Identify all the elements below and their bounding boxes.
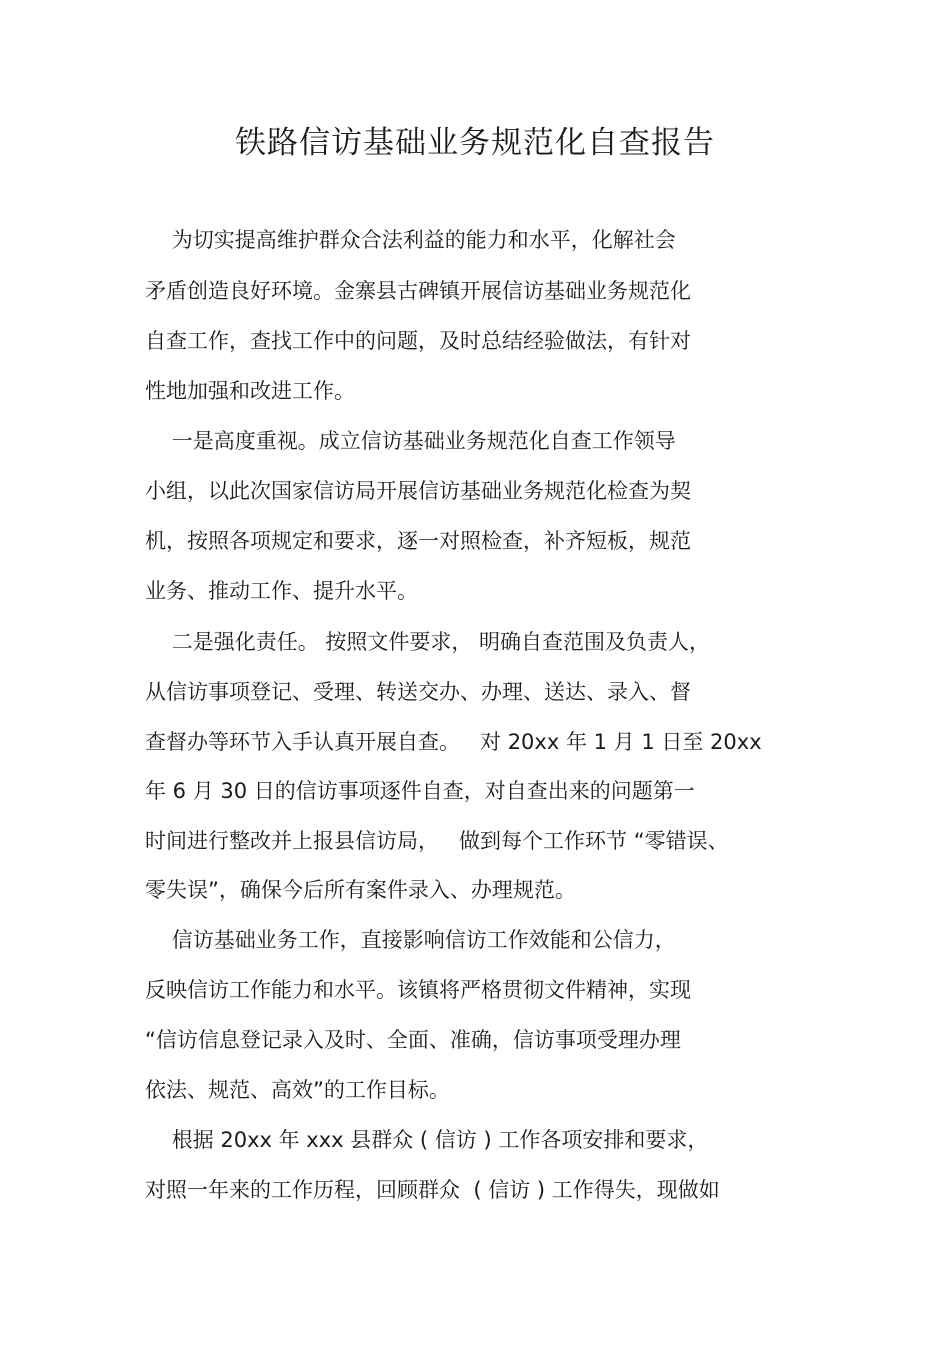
body-line: 小组，以此次国家信访局开展信访基础业务规范化检查为契 [145, 479, 691, 503]
body-line: 查督办等环节入手认真开展自查。 对 20xx 年 1 月 1 日至 20xx [145, 730, 762, 754]
body-line: 一是高度重视。成立信访基础业务规范化自查工作领导 [145, 429, 676, 453]
body-line: 对照一年来的工作历程，回顾群众 ( 信访 ) 工作得失，现做如 [145, 1178, 720, 1202]
body-line: 二是强化责任。 按照文件要求， 明确自查范围及负责人， [145, 630, 711, 654]
body-line: 矛盾创造良好环境。金寨县古碑镇开展信访基础业务规范化 [145, 279, 691, 303]
body-line: 为切实提高维护群众合法利益的能力和水平，化解社会 [145, 228, 676, 252]
body-line: 性地加强和改进工作。 [145, 379, 355, 403]
body-line: 时间进行整改并上报县信访局， 做到每个工作环节 “零错误、 [145, 829, 729, 853]
body-line: 年 6 月 30 日的信访事项逐件自查，对自查出来的问题第一 [145, 779, 695, 803]
body-line: 信访基础业务工作，直接影响信访工作效能和公信力， [145, 928, 676, 952]
body-line: 业务、推动工作、提升水平。 [145, 579, 418, 603]
body-line: 零失误”，确保今后所有案件录入、办理规范。 [145, 878, 576, 902]
body-line: 从信访事项登记、受理、转送交办、办理、送达、录入、督 [145, 680, 691, 704]
body-line: 依法、规范、高效”的工作目标。 [145, 1078, 450, 1102]
body-line: 反映信访工作能力和水平。该镇将严格贯彻文件精神，实现 [145, 978, 691, 1002]
document-title: 铁路信访基础业务规范化自查报告 [235, 125, 715, 161]
body-line: “信访信息登记录入及时、全面、准确，信访事项受理办理 [145, 1028, 681, 1052]
body-line: 机，按照各项规定和要求，逐一对照检查，补齐短板，规范 [145, 529, 691, 553]
body-line: 自查工作，查找工作中的问题，及时总结经验做法，有针对 [145, 329, 691, 353]
body-line: 根据 20xx 年 xxx 县群众 ( 信访 ) 工作各项安排和要求， [145, 1128, 709, 1152]
